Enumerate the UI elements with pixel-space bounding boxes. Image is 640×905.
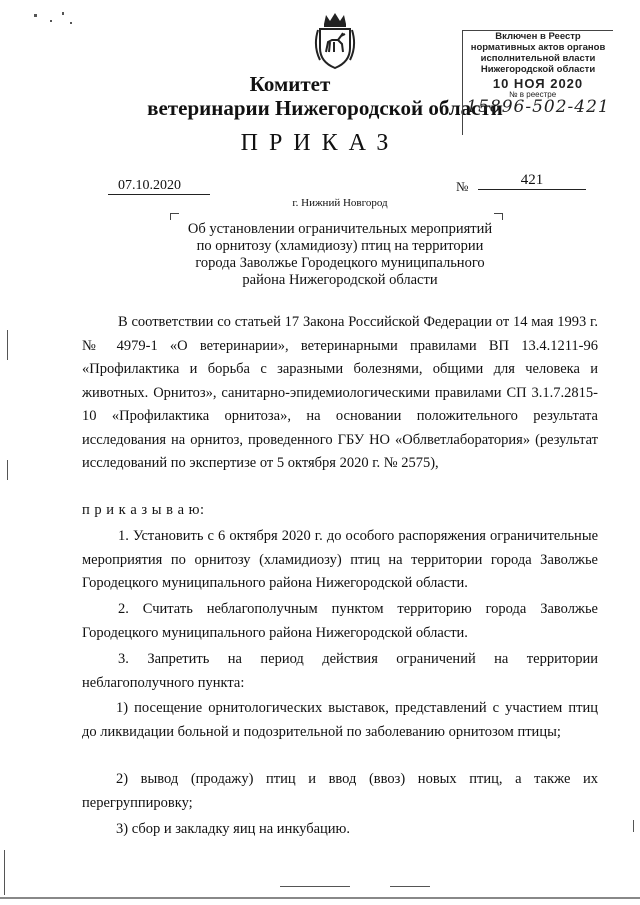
item-2-paragraph	[82, 598, 598, 645]
organization-name-line1: Комитет	[249, 72, 331, 96]
scan-speck	[34, 14, 37, 17]
document-title: ПРИКАЗ	[240, 130, 400, 156]
scan-speck	[70, 22, 72, 24]
scan-bottom-line	[390, 886, 430, 887]
scan-bottom-strip	[0, 897, 640, 899]
subitem-3-paragraph	[82, 818, 598, 842]
subject-line-2: по орнитозу (хламидиозу) птиц на территории	[196, 238, 484, 254]
scan-speck	[62, 12, 64, 15]
order-number: 421	[478, 172, 586, 190]
item-1-text: 1. Установить с 6 октября 2020 г. до особого распоряжения ограничительные мероприятия по орнитозу (хламидиозу) птиц на территории города Заволжье Городецкого муниципального района Нижегородской области.	[82, 528, 598, 591]
subject-line-4: района Нижегородской области	[242, 272, 438, 288]
stamp-line-2: нормативных актов органов	[470, 42, 606, 53]
nizhny-novgorod-coat-of-arms-icon	[312, 12, 358, 70]
subitem-1-text: 1) посещение орнитологических выставок, представлений с участием птиц до ликвидации больной и подозрительной по заболеванию орнитозом птицы;	[82, 700, 598, 740]
item-2-text: 2. Считать неблагополучным пунктом территорию города Заволжье Городецкого муниципального района Нижегородской области.	[82, 601, 598, 641]
scan-edge-mark	[4, 850, 5, 895]
scan-speck	[50, 20, 52, 22]
stamp-line-1: Включен в Реестр	[495, 31, 581, 42]
subitem-2-text: 2) вывод (продажу) птиц и ввод (ввоз) новых птиц, а также их перегруппировку;	[82, 771, 598, 811]
organization-name-line2: ветеринарии Нижегородской области	[147, 96, 503, 120]
stamp-line-4: Нижегородской области	[480, 64, 596, 75]
subitem-1-paragraph	[82, 697, 598, 744]
scan-edge-mark	[633, 820, 634, 832]
order-word: п р и к а з ы в а ю:	[82, 502, 205, 518]
subject-bracket-left	[170, 213, 179, 220]
subject-line-1: Об установлении ограничительных мероприятий	[187, 221, 493, 237]
stamp-date: 10 НОЯ 2020	[492, 76, 584, 91]
scan-edge-mark	[7, 330, 8, 360]
subject-line-3: города Заволжье Городецкого муниципального	[195, 255, 485, 271]
number-sign: №	[456, 179, 469, 194]
stamp-line-3: исполнительной власти	[480, 53, 596, 64]
issue-city: г. Нижний Новгород	[292, 197, 388, 209]
subitem-3-text: 3) сбор и закладку яиц на инкубацию.	[116, 821, 351, 837]
item-3-paragraph	[82, 648, 598, 695]
order-date: 07.10.2020	[108, 178, 210, 195]
stamp-registry-label: № в реестре	[509, 90, 557, 99]
stamp-registry-number: 15896-502-421	[466, 97, 610, 117]
scan-bottom-line	[280, 886, 350, 887]
order-subject	[170, 221, 510, 289]
preamble-paragraph	[82, 311, 598, 476]
scan-edge-mark	[7, 460, 8, 480]
registry-stamp	[462, 30, 613, 135]
item-3-text: 3. Запретить на период действия ограничений на территории неблагополучного пункта:	[82, 651, 598, 691]
item-1-paragraph	[82, 525, 598, 596]
subject-bracket-right	[494, 213, 503, 220]
subitem-2-paragraph	[82, 768, 598, 815]
preamble-text: В соответствии со статьей 17 Закона Российской Федерации от 14 мая 1993 г. № 4979-1 «О ветеринарии», ветеринарными правилами ВП 13.4.1211-96 «Профилактика и борьба с заразными болезнями, общими для человека и животных. Орнитоз», санитарно-эпидемиологическими правилами СП 3.1.7.2815-10 «Профилактика орнитоза», на основании положительного результата исследования на орнитоз, проведенного ГБУ НО «Облветлаборатория» (результат исследований по экспертизе от 5 октября 2020 г. № 2575),	[82, 314, 598, 471]
